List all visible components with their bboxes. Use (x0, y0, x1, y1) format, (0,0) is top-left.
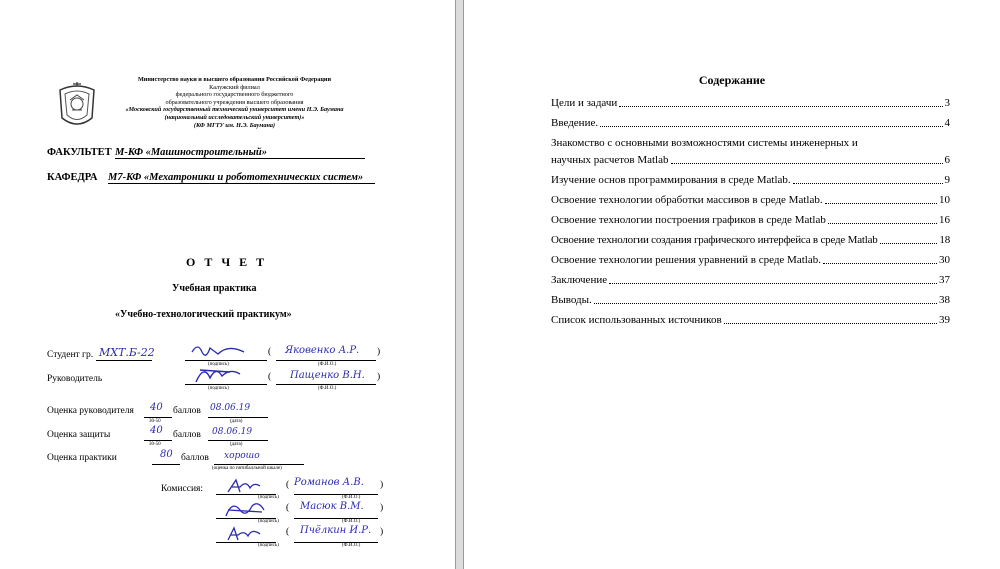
toc-leader (619, 106, 942, 107)
toc-leader (671, 163, 943, 164)
group-underline (96, 360, 152, 361)
toc-item-page: 6 (944, 154, 950, 166)
toc-leader (823, 263, 937, 264)
toc-item-title: Изучение основ программирования в среде Matlab. (551, 174, 791, 186)
commission-signature-3 (224, 524, 264, 544)
toc-item[interactable] (551, 174, 950, 187)
toc-leader (880, 243, 938, 244)
commission-fio3-line (294, 542, 378, 543)
toc-item-page: 30 (939, 254, 950, 266)
branch-line: Калужский филиал (209, 83, 260, 91)
toc-item-page: 38 (939, 294, 950, 306)
report-title: О Т Ч Е Т (186, 255, 268, 269)
ministry-line: Министерство науки и высшего образования Российской Федерации (137, 76, 332, 83)
toc-item-title: Освоение технологии построения графиков в среде Matlab (551, 214, 826, 226)
supervisor-open-paren: ( (268, 372, 272, 382)
date1-line (208, 417, 268, 418)
commission-fio3-hint: (Ф.И.О.) (342, 543, 361, 548)
practice-name: «Учебно-технологический практикум» (115, 309, 292, 320)
grade-supervisor-range: 30-50 (149, 419, 161, 424)
toc-item-page: 3 (944, 97, 950, 109)
supervisor-signature-hint: (подпись) (208, 386, 229, 391)
toc-item[interactable] (551, 294, 950, 307)
grade-supervisor-value: 40 (150, 402, 163, 413)
toc-item-title: Выводы. (551, 294, 592, 306)
supervisor-fio-hint: (Ф.И.О.) (318, 386, 337, 391)
student-fio-hint: (Ф.И.О.) (318, 362, 337, 367)
toc-item-page: 10 (939, 194, 950, 206)
grade-practice-label: Оценка практики (47, 453, 117, 463)
toc-item[interactable] (551, 314, 950, 327)
toc-leader (828, 223, 937, 224)
toc-item-title: Освоение технологии решения уравнений в среде Matlab. (551, 254, 821, 266)
toc-item[interactable] (551, 214, 950, 227)
student-signature-hint: (подпись) (208, 362, 229, 367)
toc-item-title: Освоение технологии обработки массивов в среде Matlab. (551, 194, 823, 206)
supervisor-label: Руководитель (47, 374, 103, 384)
supervisor-signature (190, 362, 250, 388)
toc-item-title: Цели и задачи (551, 97, 618, 109)
grade-practice-points: баллов (181, 453, 209, 463)
commission1-open-paren: ( (286, 480, 290, 490)
toc-item[interactable] (551, 234, 950, 247)
faculty-label: ФАКУЛЬТЕТ (47, 147, 112, 158)
toc-item-title: Заключение (551, 274, 608, 286)
institution-line: федерального государственного бюджетного (175, 91, 294, 99)
toc-item-title: Знакомство с основными возможностями системы инженерных и (551, 137, 858, 149)
university-status-line: (национальный исследовательский университет)» (164, 113, 305, 121)
toc-item-title: Список использованных источников (551, 314, 722, 326)
commission-fio2-line (294, 518, 378, 519)
toc-item[interactable] (551, 137, 950, 167)
commission-sig3-hint: (подпись) (258, 543, 279, 548)
commission-signature-2 (222, 498, 268, 520)
department-label: КАФЕДРА (47, 172, 98, 183)
commission3-close-paren: ) (380, 527, 384, 537)
table-of-contents-page (464, 0, 1000, 569)
student-fio-line (276, 360, 376, 361)
toc-item[interactable] (551, 274, 950, 287)
ministry-header (112, 76, 357, 129)
toc-leader (825, 203, 937, 204)
grade-defense-range: 30-50 (149, 442, 161, 447)
toc-title: Содержание (698, 73, 766, 87)
report-title-page (0, 0, 455, 569)
toc-item-page: 9 (944, 174, 950, 186)
department-value: М7-КФ «Мехатроники и робототехнических систем» (108, 172, 375, 184)
date2-line (208, 440, 268, 441)
grade-defense-label: Оценка защиты (47, 430, 111, 440)
grade-practice-value: 80 (160, 449, 173, 460)
toc-item-page: 37 (939, 274, 950, 286)
student-close-paren: ) (377, 347, 381, 357)
institution-line-2: образовательного учреждения высшего образования (165, 98, 304, 106)
student-open-paren: ( (268, 347, 272, 357)
toc-item[interactable] (551, 194, 950, 207)
grade-practice-line (152, 464, 180, 465)
university-emblem-icon (56, 80, 98, 130)
supervisor-name: Пащенко В.Н. (290, 370, 365, 381)
commission3-open-paren: ( (286, 527, 290, 537)
grade-scale-hint: (оценка по пятибалльной шкале) (212, 466, 282, 471)
grade-supervisor-points: баллов (173, 406, 201, 416)
commission-fio1-line (294, 494, 378, 495)
toc-item-title: Введение. (551, 117, 599, 129)
grade-word-line (214, 464, 304, 465)
commission-signature-1 (224, 476, 264, 496)
date1-hint: (дата) (230, 419, 243, 424)
commission-sig2-hint: (подпись) (258, 519, 279, 524)
student-signature (188, 340, 248, 362)
toc-list (551, 97, 950, 327)
commission2-open-paren: ( (286, 503, 290, 513)
toc-leader (600, 126, 942, 127)
toc-item[interactable] (551, 254, 950, 267)
grade-defense-value: 40 (150, 425, 163, 436)
toc-leader (609, 283, 937, 284)
date1: 08.06.19 (210, 403, 251, 413)
faculty-value: М-КФ «Машиностроительный» (115, 147, 365, 159)
student-name: Яковенко А.Р. (285, 345, 360, 356)
supervisor-fio-line (276, 384, 376, 385)
practice-type: Учебная практика (172, 283, 257, 294)
grade-supervisor-label: Оценка руководителя (47, 406, 134, 416)
toc-item-title: Освоение технологии создания графического интерфейса в среде Matlab (551, 234, 878, 246)
toc-leader (724, 323, 937, 324)
date2: 08.06.19 (212, 427, 253, 437)
commission-name-1: Романов А.В. (294, 477, 364, 488)
commission1-close-paren: ) (380, 480, 384, 490)
toc-item-page: 16 (939, 214, 950, 226)
toc-item-page: 4 (944, 117, 950, 129)
toc-leader (594, 303, 937, 304)
student-label: Студент гр. (47, 350, 94, 360)
toc-item[interactable] (551, 117, 950, 130)
grade-defense-points: баллов (173, 430, 201, 440)
grade-word: хорошо (224, 451, 260, 461)
toc-item-title-cont: научных расчетов Matlab (551, 154, 669, 166)
toc-item-page: 18 (939, 234, 950, 246)
toc-item[interactable] (551, 97, 950, 110)
date2-hint: (дата) (230, 442, 243, 447)
toc-item-page: 39 (939, 314, 950, 326)
commission-label: Комиссия: (161, 484, 204, 494)
page-gutter (455, 0, 464, 569)
supervisor-close-paren: ) (377, 372, 381, 382)
student-group: МХТ.Б-22 (99, 346, 155, 359)
toc-leader (793, 183, 943, 184)
commission-sig1-hint: (подпись) (258, 495, 279, 500)
grade-supervisor-line (144, 417, 172, 418)
commission-name-3: Пчёлкин И.Р. (300, 525, 372, 536)
commission-fio1-hint: (Ф.И.О.) (342, 495, 361, 500)
grade-defense-line (144, 440, 172, 441)
commission2-close-paren: ) (380, 503, 384, 513)
university-name-line: «Московский государственный технический университет имени Н.Э. Баумана (125, 106, 344, 114)
university-short-line: (КФ МГТУ им. Н.Э. Баумана) (193, 121, 276, 129)
commission-name-2: Масюк В.М. (300, 501, 364, 512)
commission-fio2-hint: (Ф.И.О.) (342, 519, 361, 524)
